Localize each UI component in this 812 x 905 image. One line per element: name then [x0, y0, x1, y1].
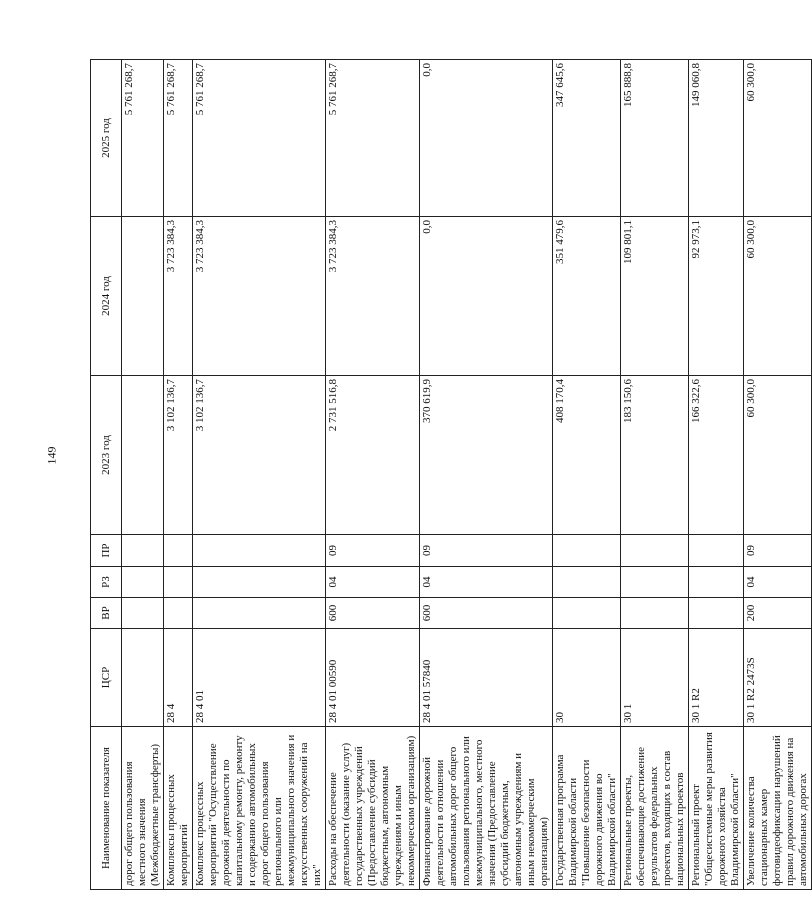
row-rz	[621, 567, 689, 598]
table-row	[122, 60, 164, 890]
row-name: Региональный проект "Общесистемные меры развития дорожного хозяйства Владимирской области"	[689, 727, 744, 890]
row-2024: 351 479,6	[553, 217, 621, 376]
row-2024: 3 723 384,3	[164, 217, 193, 376]
row-vr	[621, 598, 689, 629]
row-vr: 200	[744, 598, 812, 629]
row-pr: 09	[420, 535, 553, 567]
row-2025: 5 761 268,7	[193, 60, 326, 217]
row-vr	[122, 598, 164, 629]
header-vr: ВР	[91, 598, 122, 629]
table-row	[621, 60, 689, 890]
table-row	[164, 60, 193, 890]
row-2024: 3 723 384,3	[326, 217, 420, 376]
row-name: Расходы на обеспечение деятельности (оказание услуг) государственных учреждений (Предоставление субсидий бюджетным, автономным учреждениям и иным некоммерческим организациям)	[326, 727, 420, 890]
header-2023: 2023 год	[91, 376, 122, 535]
row-rz	[193, 567, 326, 598]
row-2023: 3 102 136,7	[164, 376, 193, 535]
row-vr	[164, 598, 193, 629]
row-csr: 28 4 01	[193, 629, 326, 727]
row-vr	[553, 598, 621, 629]
row-name: Комплексы процессных мероприятий	[164, 727, 193, 890]
header-2025: 2025 год	[91, 60, 122, 217]
row-2025: 5 761 268,7	[164, 60, 193, 217]
row-pr: 09	[744, 535, 812, 567]
row-rz: 04	[420, 567, 553, 598]
row-2023: 183 150,6	[621, 376, 689, 535]
row-2025: 5 761 268,7	[122, 60, 164, 217]
row-vr: 600	[326, 598, 420, 629]
row-name: Государственная программа Владимирской области "Повышение безопасности дорожного движения во Владимирской области"	[553, 727, 621, 890]
row-2023: 60 300,0	[744, 376, 812, 535]
row-2023: 370 619,9	[420, 376, 553, 535]
row-rz	[553, 567, 621, 598]
row-pr	[164, 535, 193, 567]
header-name: Наименование показателя	[91, 727, 122, 890]
row-csr: 30 1	[621, 629, 689, 727]
row-2024	[122, 217, 164, 376]
table-row	[420, 60, 553, 890]
table-row	[553, 60, 621, 890]
row-vr	[193, 598, 326, 629]
budget-table-rotated	[90, 60, 809, 890]
row-vr	[689, 598, 744, 629]
table-row	[326, 60, 420, 890]
row-rz: 04	[326, 567, 420, 598]
row-2023: 166 322,6	[689, 376, 744, 535]
row-rz	[164, 567, 193, 598]
row-pr	[689, 535, 744, 567]
row-rz	[122, 567, 164, 598]
row-2024: 3 723 384,3	[193, 217, 326, 376]
header-csr: ЦСР	[91, 629, 122, 727]
row-rz	[689, 567, 744, 598]
row-2023: 2 731 516,8	[326, 376, 420, 535]
row-2025: 60 300,0	[744, 60, 812, 217]
row-csr: 28 4 01 57840	[420, 629, 553, 727]
row-pr	[193, 535, 326, 567]
row-csr: 30 1 R2	[689, 629, 744, 727]
header-2024: 2024 год	[91, 217, 122, 376]
row-2025: 5 761 268,7	[326, 60, 420, 217]
row-name: дорог общего пользования местного значения (Межбюджетные трансферты)	[122, 727, 164, 890]
row-pr: 09	[326, 535, 420, 567]
row-vr: 600	[420, 598, 553, 629]
row-pr	[553, 535, 621, 567]
budget-table	[90, 59, 812, 890]
row-pr	[122, 535, 164, 567]
header-pr: ПР	[91, 535, 122, 567]
table-row	[689, 60, 744, 890]
row-2024: 0,0	[420, 217, 553, 376]
row-pr	[621, 535, 689, 567]
row-csr: 30 1 R2 2473S	[744, 629, 812, 727]
row-csr	[122, 629, 164, 727]
row-2023	[122, 376, 164, 535]
row-2025: 149 060,8	[689, 60, 744, 217]
row-2025: 347 645,6	[553, 60, 621, 217]
row-2023: 3 102 136,7	[193, 376, 326, 535]
row-2024: 60 300,0	[744, 217, 812, 376]
header-rz: РЗ	[91, 567, 122, 598]
row-csr: 28 4 01 00590	[326, 629, 420, 727]
header-row	[91, 60, 122, 890]
row-rz: 04	[744, 567, 812, 598]
page-number: 149	[44, 446, 59, 465]
row-2025: 0,0	[420, 60, 553, 217]
row-csr: 28 4	[164, 629, 193, 727]
table-row	[744, 60, 812, 890]
row-csr: 30	[553, 629, 621, 727]
row-2023: 408 170,4	[553, 376, 621, 535]
row-2024: 109 801,1	[621, 217, 689, 376]
row-2024: 92 973,1	[689, 217, 744, 376]
row-2025: 165 888,8	[621, 60, 689, 217]
row-name: Увеличение количества стационарных камер фотовидеофиксации нарушений правил дорожного движения на автомобильных дорогах	[744, 727, 812, 890]
row-name: Комплекс процессных мероприятий "Осуществление дорожной деятельности по капитальному ремонту, ремонту и содержанию автомобильных дорог общего пользования регионального или межмуниципального значения и искусственных сооружений на них"	[193, 727, 326, 890]
row-name: Финансирование дорожной деятельности в отношении автомобильных дорог общего пользования регионального или межмуниципального, местного значения (Предоставление субсидий бюджетным, автономным учреждениям и иным некоммерческим организациям)	[420, 727, 553, 890]
row-name: Региональные проекты, обеспечивающие достижение результатов федеральных проектов, входящих в состав национальных проектов	[621, 727, 689, 890]
table-row	[193, 60, 326, 890]
